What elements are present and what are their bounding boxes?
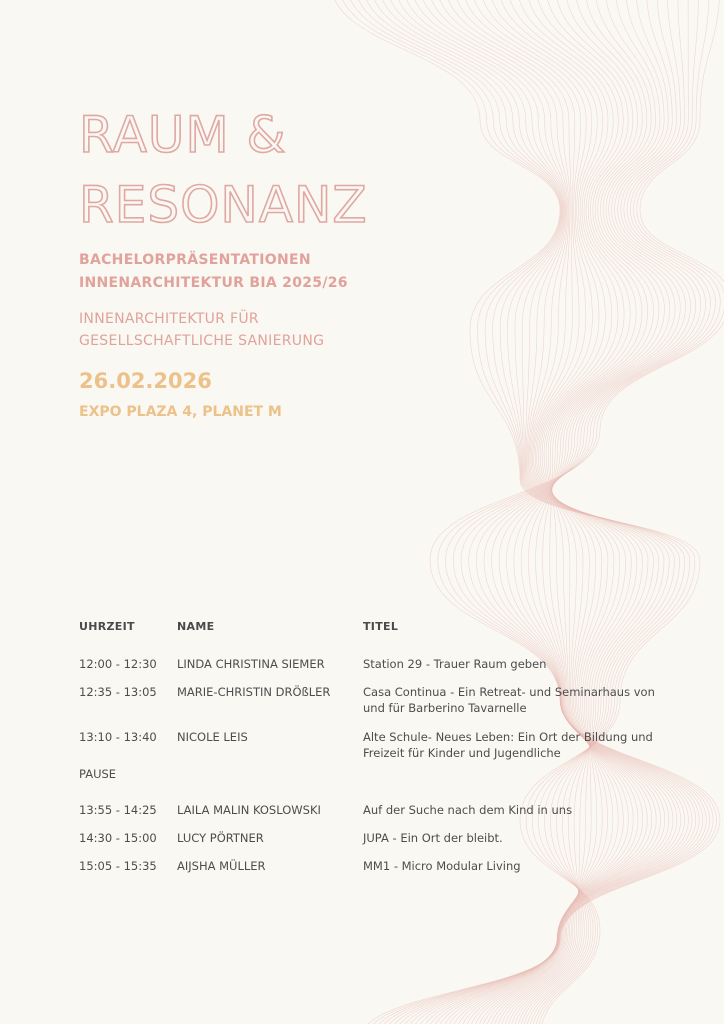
- row-time: 13:55 - 14:25: [79, 803, 157, 817]
- row-title: MM1 - Micro Modular Living: [363, 859, 521, 873]
- program-line-2: GESELLSCHAFTLICHE SANIERUNG: [79, 333, 325, 349]
- header-name: NAME: [177, 620, 215, 633]
- row-title: JUPA - Ein Ort der bleibt.: [363, 831, 503, 845]
- title-line-2: RESONANZ: [79, 176, 368, 234]
- row-name: NICOLE LEIS: [177, 730, 248, 744]
- row-name: LUCY PÖRTNER: [177, 831, 264, 845]
- row-name: MARIE-CHRISTIN DRÖßLER: [177, 685, 331, 699]
- event-venue: EXPO PLAZA 4, PLANET M: [79, 404, 282, 420]
- row-title: Station 29 - Trauer Raum geben: [363, 657, 547, 671]
- row-name: LINDA CHRISTINA SIEMER: [177, 657, 325, 671]
- event-date: 26.02.2026: [79, 369, 212, 393]
- row-time: 12:35 - 13:05: [79, 685, 157, 699]
- row-time: 15:05 - 15:35: [79, 859, 157, 873]
- row-title: Alte Schule- Neues Leben: Ein Ort der Bildung und Freizeit für Kinder und Jugendliche: [363, 730, 653, 760]
- header-title: TITEL: [363, 620, 399, 633]
- program-line-1: INNENARCHITEKTUR FÜR: [79, 311, 259, 327]
- row-time: 14:30 - 15:00: [79, 831, 157, 845]
- subtitle-line-1: BACHELORPRÄSENTATIONEN: [79, 252, 311, 268]
- row-name: AIJSHA MÜLLER: [177, 859, 266, 873]
- header-time: UHRZEIT: [79, 620, 135, 633]
- row-name: LAILA MALIN KOSLOWSKI: [177, 803, 321, 817]
- row-time: 13:10 - 13:40: [79, 730, 157, 744]
- row-title: Auf der Suche nach dem Kind in uns: [363, 803, 573, 817]
- subtitle-line-2: INNENARCHITEKTUR BIA 2025/26: [79, 275, 348, 291]
- row-pause: PAUSE: [79, 767, 117, 781]
- row-title: Casa Continua - Ein Retreat- und Seminarhaus von und für Barberino Tavarnelle: [363, 685, 655, 715]
- title-line-1: RAUM &: [79, 106, 287, 164]
- row-time: 12:00 - 12:30: [79, 657, 157, 671]
